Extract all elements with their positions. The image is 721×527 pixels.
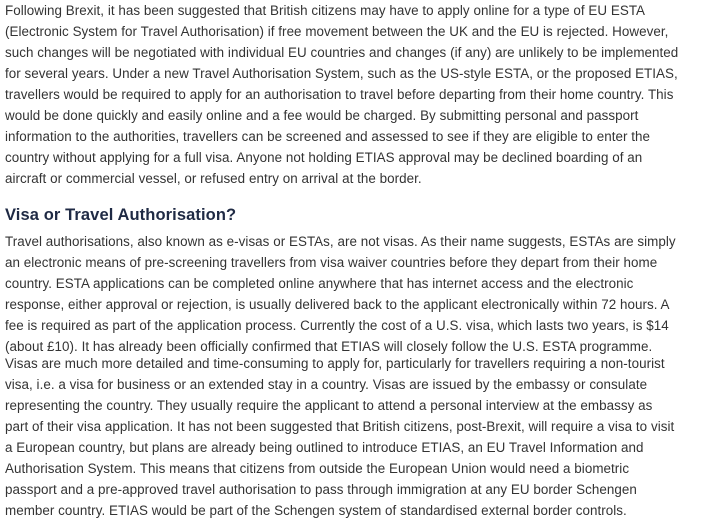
intro-line: such changes will be negotiated with individual EU countries and changes (if any) are unlikely to be implemented bbox=[5, 45, 679, 60]
section-para1-line: (about £10). It has already been officially confirmed that ETIAS will closely follow the U.S. ESTA programme. bbox=[5, 339, 653, 354]
section-para2-line: member country. ETIAS would be part of the Schengen system of standardised external border controls. bbox=[5, 503, 627, 518]
section-para2-line: Visas are much more detailed and time-consuming to apply for, particularly for travellers requiring a non-tourist bbox=[5, 356, 665, 371]
section-para2-line: visa, i.e. a visa for business or an extended stay in a country. Visas are issued by the embassy or consulate bbox=[5, 377, 648, 392]
section-para1-line: Travel authorisations, also known as e-visas or ESTAs, are not visas. As their name suggests, ESTAs are simply bbox=[5, 234, 676, 249]
section-para2-line: a European country, but plans are already being outlined to introduce ETIAS, an EU Travel Information and bbox=[5, 440, 644, 455]
intro-line: country without applying for a full visa. Anyone not holding ETIAS approval may be declined boarding of an bbox=[5, 150, 643, 165]
intro-paragraph bbox=[5, 0, 718, 189]
section-heading: Visa or Travel Authorisation? bbox=[5, 206, 237, 224]
section-para2-line: representing the country. They usually require the applicant to attend a personal interview at the embassy as bbox=[5, 398, 653, 413]
intro-line: Following Brexit, it has been suggested that British citizens may have to apply online for a type of EU ESTA bbox=[5, 3, 646, 18]
intro-line: for several years. Under a new Travel Authorisation System, such as the US-style ESTA, or the proposed ETIAS, bbox=[5, 66, 678, 81]
section-para1-line: an electronic means of pre-screening travellers from visa waiver countries before they depart from their home bbox=[5, 255, 658, 270]
intro-line: information to the authorities, travellers can be screened and assessed to see if they are eligible to enter the bbox=[5, 129, 651, 144]
section-para1-line: response, either approval or rejection, is usually delivered back to the applicant electronically within 72 hours. A bbox=[5, 297, 670, 312]
section-para2-line: part of their visa application. It has not been suggested that British citizens, post-Brexit, will require a visa to visit bbox=[5, 419, 675, 434]
section-para2-line: Authorisation System. This means that citizens from outside the European Union would need a biometric bbox=[5, 461, 630, 476]
intro-line: aircraft or commercial vessel, or refused entry on arrival at the border. bbox=[5, 171, 422, 186]
section-para1-line: country. ESTA applications can be completed online anywhere that has internet access and the electronic bbox=[5, 276, 634, 291]
section-paragraph-travel-authorisations bbox=[5, 231, 718, 357]
intro-line: travellers would be required to apply for an authorisation to travel before departing from their home country. This bbox=[5, 87, 674, 102]
intro-line: would be done quickly and easily online and a fee would be charged. By submitting personal and passport bbox=[5, 108, 639, 123]
section-paragraph-visas bbox=[5, 353, 718, 521]
section-para1-line: fee is required as part of the application process. Currently the cost of a U.S. visa, which lasts two years, is $14 bbox=[5, 318, 669, 333]
intro-line: (Electronic System for Travel Authorisation) if free movement between the UK and the EU is rejected. However, bbox=[5, 24, 669, 39]
section-para2-line: passport and a pre-approved travel authorisation to pass through immigration at any EU border Schengen bbox=[5, 482, 637, 497]
